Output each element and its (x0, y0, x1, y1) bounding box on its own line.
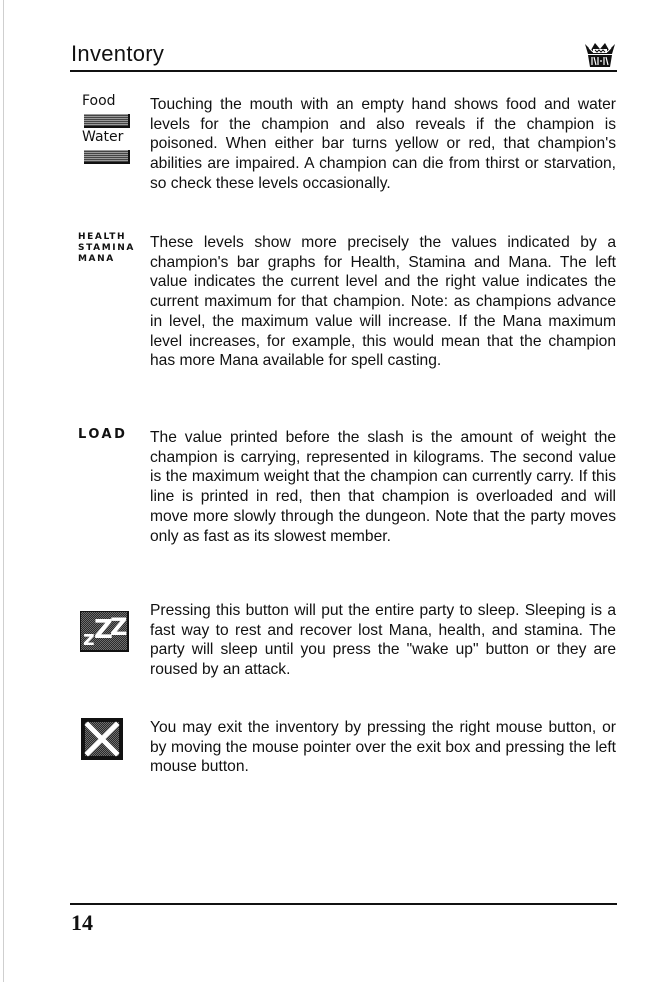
svg-text:z: z (83, 626, 95, 650)
health-label: HEALTH (78, 232, 127, 242)
load-label: LOAD (78, 427, 128, 442)
footer-rule (70, 903, 617, 905)
mana-label: MANA (78, 254, 115, 264)
water-label: Water (82, 129, 124, 145)
dungeon-master-logo-icon (583, 40, 617, 68)
stats-paragraph: These levels show more precisely the values indicated by a champion's bar graphs for Health, Stamina and Mana. The left value indicates the current level and the right value indicates the current maximum for that champion. Note: as champions advance in level, the maximum value will increase. If the Mana maximum level increases, for example, this would mean that the champion has more Mana available for spell casting. (150, 234, 616, 370)
svg-text:Z: Z (110, 613, 128, 641)
sleep-paragraph: Pressing this button will put the entire party to sleep. Sleeping is a fast way to rest and recover lost Mana, health, and stamina. The party will sleep until you press the "wake up" button or they are roused by an attack. (150, 602, 616, 679)
svg-text:Z: Z (94, 615, 113, 645)
page-edge-line (3, 0, 4, 982)
water-bar (84, 150, 130, 164)
load-paragraph: The value printed before the slash is the amount of weight the champion is carrying, represented in kilograms. The second value is the maximum weight that the champion can currently carry. If this line is printed in red, then that champion is overloaded and will move more slowly through the dungeon. Note that the party moves only as fast as its slowest member. (150, 429, 616, 545)
exit-paragraph: You may exit the inventory by pressing the right mouse button, or by moving the mouse pointer over the exit box and pressing the left mouse button. (150, 719, 616, 776)
food-bar (84, 114, 130, 128)
stamina-label: STAMINA (78, 243, 135, 253)
sleep-zzz-icon (80, 611, 130, 653)
header-rule (70, 70, 617, 72)
stats-labels (78, 232, 135, 265)
page-number: 14 (71, 910, 93, 935)
exit-box-icon (80, 717, 124, 761)
page-title: Inventory (71, 41, 165, 66)
food-water-paragraph: Touching the mouth with an empty hand shows food and water levels for the champion and also reveals if the champion is poisoned. When either bar turns yellow or red, that champion's abilities are impaired. A champion can die from thirst or starvation, so check these levels occasionally. (150, 96, 616, 192)
food-label: Food (82, 93, 116, 109)
